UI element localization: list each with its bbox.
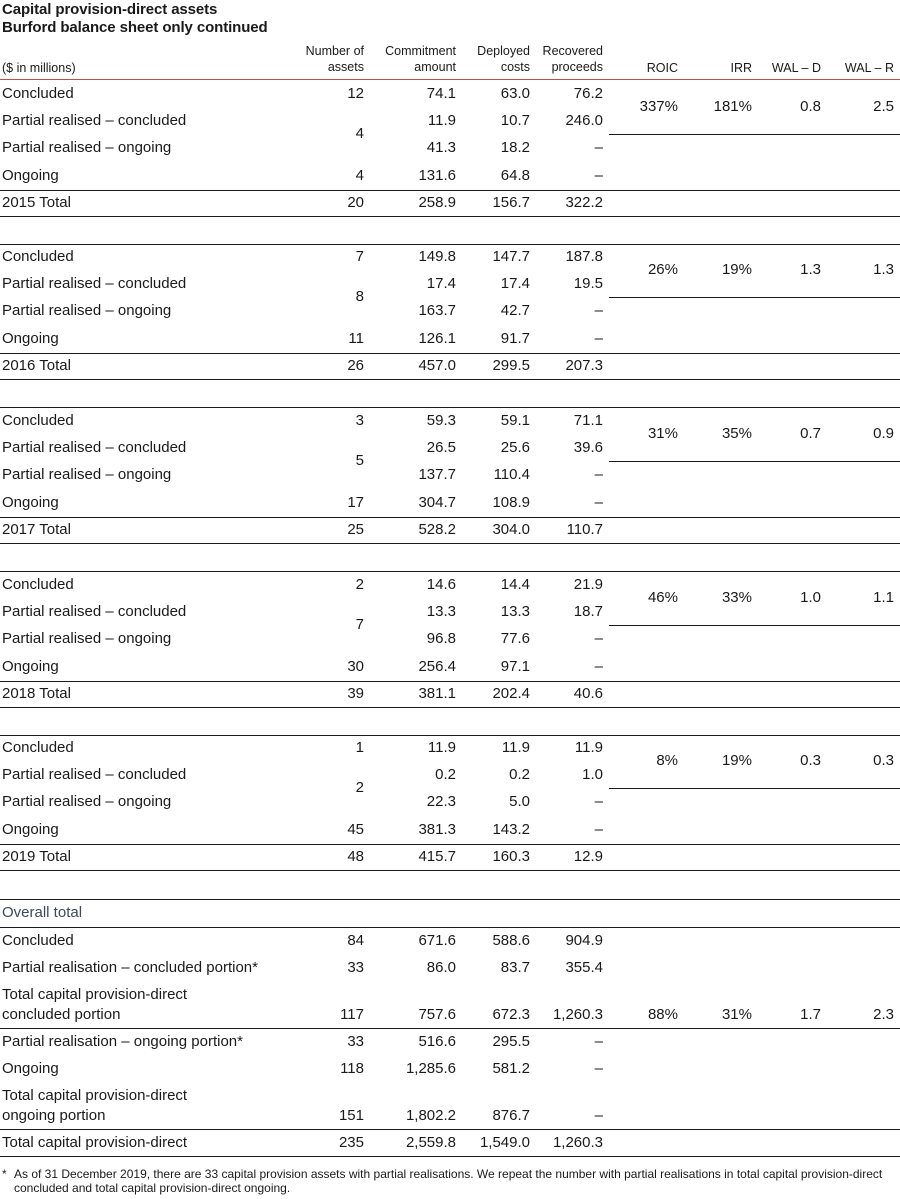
metrics-rule-line xyxy=(609,134,900,135)
cell-deployed: 83.7 xyxy=(500,959,530,976)
total-top-rule xyxy=(0,844,900,845)
cell-recovered: 19.5 xyxy=(573,275,603,292)
cell-commitment: 415.7 xyxy=(418,848,456,865)
cell-recovered: – xyxy=(594,494,603,511)
cell-commitment: 0.2 xyxy=(435,766,456,783)
total-row-label: 2015 Total xyxy=(2,194,71,211)
cell-wal-d: 1.0 xyxy=(800,589,821,606)
cell-num-assets: 26 xyxy=(347,357,364,374)
cell-num-assets: 45 xyxy=(347,821,364,838)
cell-num-assets-partial: 2 xyxy=(355,779,364,796)
header-deployed: Deployed xyxy=(477,44,530,58)
row-label: Concluded xyxy=(2,932,74,949)
row-label: Partial realised – concluded xyxy=(2,603,187,620)
row-label: concluded portion xyxy=(2,1006,121,1023)
cell-num-assets-partial: 5 xyxy=(355,452,364,469)
header-rule xyxy=(0,79,900,80)
cell-num-assets: 151 xyxy=(338,1107,364,1124)
row-label: Partial realisation – concluded portion* xyxy=(2,959,258,976)
header-num-assets: Number of xyxy=(305,44,364,58)
row-label: ongoing portion xyxy=(2,1107,106,1124)
cell-commitment: 671.6 xyxy=(418,932,456,949)
cell-roic: 46% xyxy=(647,589,678,606)
total-top-rule xyxy=(0,190,900,191)
total-top-rule xyxy=(0,517,900,518)
row-label: Partial realised – ongoing xyxy=(2,630,172,647)
cell-num-assets: 3 xyxy=(355,412,364,429)
row-label: Concluded xyxy=(2,412,74,429)
row-label: Partial realised – concluded xyxy=(2,439,187,456)
row-label: Concluded xyxy=(2,739,74,756)
footnote-marker: * xyxy=(2,1167,7,1181)
cell-num-assets-partial: 4 xyxy=(355,125,364,142)
header-commitment: amount xyxy=(414,60,456,74)
cell-recovered: – xyxy=(594,330,603,347)
cell-num-assets: 25 xyxy=(347,521,364,538)
cell-recovered: 207.3 xyxy=(565,357,603,374)
row-label: Concluded xyxy=(2,576,74,593)
cell-deployed: 13.3 xyxy=(500,603,530,620)
footnote xyxy=(2,1167,892,1195)
rule-line xyxy=(0,1129,900,1130)
cell-wal-d: 1.3 xyxy=(800,261,821,278)
cell-commitment: 11.9 xyxy=(427,739,456,756)
cell-num-assets-partial: 7 xyxy=(355,616,364,633)
rule-line xyxy=(0,1156,900,1157)
cell-recovered: – xyxy=(594,1107,603,1124)
cell-wal-d: 0.7 xyxy=(800,425,821,442)
row-label: Partial realised – ongoing xyxy=(2,466,172,483)
row-label: Partial realised – ongoing xyxy=(2,793,172,810)
row-label: Ongoing xyxy=(2,494,59,511)
block-top-rule xyxy=(0,735,900,736)
cell-recovered: – xyxy=(594,167,603,184)
cell-num-assets: 118 xyxy=(340,1060,364,1077)
block-top-rule xyxy=(0,899,900,900)
cell-recovered: 904.9 xyxy=(565,932,603,949)
cell-num-assets: 17 xyxy=(347,494,364,511)
cell-deployed: 581.2 xyxy=(492,1060,530,1077)
cell-deployed: 156.7 xyxy=(492,194,530,211)
cell-wal-r: 0.9 xyxy=(873,425,894,442)
cell-deployed: 160.3 xyxy=(492,848,530,865)
block-top-rule xyxy=(0,571,900,572)
cell-irr: 35% xyxy=(721,425,752,442)
cell-recovered: 21.9 xyxy=(573,576,603,593)
header-recovered: proceeds xyxy=(551,60,603,74)
cell-wal-d: 0.3 xyxy=(800,752,821,769)
cell-recovered: – xyxy=(594,466,603,483)
metrics-rule-line xyxy=(609,625,900,626)
cell-wal-r: 0.3 xyxy=(873,752,894,769)
page-subtitle: Burford balance sheet only continued xyxy=(2,19,268,36)
total-row-label: 2018 Total xyxy=(2,685,71,702)
cell-num-assets: 7 xyxy=(355,248,364,265)
cell-deployed: 18.2 xyxy=(500,139,530,156)
cell-commitment: 96.8 xyxy=(426,630,456,647)
row-label: Partial realised – concluded xyxy=(2,112,187,129)
cell-commitment: 13.3 xyxy=(426,603,456,620)
cell-num-assets: 12 xyxy=(347,85,364,102)
cell-num-assets: 33 xyxy=(347,1033,364,1050)
row-label: Partial realised – ongoing xyxy=(2,302,172,319)
cell-commitment: 381.1 xyxy=(418,685,456,702)
cell-wal-r: 2.3 xyxy=(873,1006,894,1023)
cell-commitment: 256.4 xyxy=(418,658,456,675)
cell-commitment: 1,802.2 xyxy=(405,1107,456,1124)
cell-wal-r: 2.5 xyxy=(873,98,894,115)
cell-recovered: – xyxy=(594,658,603,675)
cell-commitment: 258.9 xyxy=(418,194,456,211)
cell-recovered: 1,260.3 xyxy=(552,1006,603,1023)
cell-commitment: 74.1 xyxy=(426,85,456,102)
cell-deployed: 91.7 xyxy=(500,330,530,347)
rule-line xyxy=(0,1028,900,1029)
cell-deployed: 63.0 xyxy=(500,85,530,102)
cell-deployed: 108.9 xyxy=(492,494,530,511)
cell-commitment: 126.1 xyxy=(418,330,456,347)
cell-deployed: 304.0 xyxy=(492,521,530,538)
total-bottom-rule xyxy=(0,870,900,871)
cell-num-assets: 2 xyxy=(355,576,364,593)
header-irr: IRR xyxy=(730,61,752,75)
total-bottom-rule xyxy=(0,543,900,544)
total-bottom-rule xyxy=(0,379,900,380)
cell-deployed: 110.4 xyxy=(493,466,530,483)
cell-deployed: 299.5 xyxy=(492,357,530,374)
cell-irr: 181% xyxy=(713,98,752,115)
cell-recovered: 18.7 xyxy=(573,603,603,620)
cell-roic: 337% xyxy=(639,98,678,115)
cell-deployed: 25.6 xyxy=(500,439,530,456)
cell-recovered: – xyxy=(594,1033,603,1050)
units-label: ($ in millions) xyxy=(2,61,76,75)
cell-roic: 26% xyxy=(647,261,678,278)
cell-commitment: 22.3 xyxy=(426,793,456,810)
header-wal-r: WAL – R xyxy=(844,61,894,75)
cell-roic: 31% xyxy=(647,425,678,442)
metrics-rule-line xyxy=(609,461,900,462)
cell-num-assets: 39 xyxy=(347,685,364,702)
cell-commitment: 2,559.8 xyxy=(405,1134,456,1151)
row-label: Concluded xyxy=(2,248,74,265)
header-deployed: costs xyxy=(500,60,530,74)
cell-commitment: 757.6 xyxy=(418,1006,456,1023)
total-bottom-rule xyxy=(0,216,900,217)
cell-num-assets: 84 xyxy=(347,932,364,949)
cell-deployed: 5.0 xyxy=(509,793,530,810)
cell-commitment: 26.5 xyxy=(426,439,456,456)
cell-num-assets: 235 xyxy=(338,1134,364,1151)
metrics-rule-line xyxy=(609,788,900,789)
block-top-rule xyxy=(0,407,900,408)
cell-deployed: 14.4 xyxy=(500,576,530,593)
cell-recovered: 11.9 xyxy=(574,739,603,756)
cell-recovered: – xyxy=(594,821,603,838)
rule-line xyxy=(0,927,900,928)
header-commitment: Commitment xyxy=(385,44,456,58)
cell-recovered: – xyxy=(594,1060,603,1077)
row-label: Ongoing xyxy=(2,821,59,838)
cell-deployed: 64.8 xyxy=(500,167,530,184)
row-label: Partial realisation – ongoing portion* xyxy=(2,1033,243,1050)
cell-wal-r: 1.1 xyxy=(873,589,894,606)
cell-roic: 8% xyxy=(656,752,678,769)
cell-recovered: 322.2 xyxy=(565,194,603,211)
cell-deployed: 59.1 xyxy=(500,412,530,429)
cell-recovered: 76.2 xyxy=(573,85,603,102)
row-label: Total capital provision-direct xyxy=(2,1134,188,1151)
cell-deployed: 10.7 xyxy=(500,112,530,129)
cell-commitment: 14.6 xyxy=(426,576,456,593)
cell-wal-d: 1.7 xyxy=(800,1006,821,1023)
cell-commitment: 59.3 xyxy=(426,412,456,429)
cell-commitment: 528.2 xyxy=(418,521,456,538)
cell-num-assets: 1 xyxy=(355,739,364,756)
cell-recovered: – xyxy=(594,302,603,319)
cell-num-assets: 117 xyxy=(340,1006,364,1023)
cell-commitment: 86.0 xyxy=(426,959,456,976)
header-recovered: Recovered xyxy=(542,44,603,58)
overall-heading: Overall total xyxy=(2,904,83,921)
cell-commitment: 304.7 xyxy=(418,494,456,511)
cell-num-assets: 33 xyxy=(347,959,364,976)
row-label: Ongoing xyxy=(2,330,59,347)
cell-deployed: 672.3 xyxy=(492,1006,530,1023)
cell-recovered: – xyxy=(594,793,603,810)
total-row-label: 2016 Total xyxy=(2,357,71,374)
cell-deployed: 295.5 xyxy=(492,1033,530,1050)
cell-deployed: 876.7 xyxy=(492,1107,530,1124)
row-label: Ongoing xyxy=(2,167,59,184)
cell-num-assets: 4 xyxy=(355,167,364,184)
cell-deployed: 202.4 xyxy=(492,685,530,702)
cell-irr: 33% xyxy=(721,589,752,606)
cell-roic: 88% xyxy=(647,1006,678,1023)
cell-num-assets: 11 xyxy=(348,330,364,347)
cell-deployed: 1,549.0 xyxy=(479,1134,530,1151)
cell-deployed: 0.2 xyxy=(509,766,530,783)
cell-commitment: 11.9 xyxy=(427,112,456,129)
metrics-rule-line xyxy=(609,297,900,298)
cell-recovered: 1.0 xyxy=(582,766,603,783)
cell-deployed: 147.7 xyxy=(492,248,530,265)
row-label: Total capital provision-direct xyxy=(2,1087,188,1104)
cell-recovered: 1,260.3 xyxy=(552,1134,603,1151)
cell-deployed: 17.4 xyxy=(500,275,530,292)
cell-recovered: – xyxy=(594,630,603,647)
total-top-rule xyxy=(0,353,900,354)
row-label: Ongoing xyxy=(2,1060,59,1077)
cell-irr: 19% xyxy=(721,752,752,769)
footnote-text: As of 31 December 2019, there are 33 capital provision assets with partial realisations. We repeat the number with partial realisations in total capital provision-direct concluded and total capital provision-direct ongoing. xyxy=(14,1167,883,1195)
header-num-assets: assets xyxy=(327,60,364,74)
cell-deployed: 588.6 xyxy=(492,932,530,949)
total-row-label: 2017 Total xyxy=(2,521,71,538)
header-wal-d: WAL – D xyxy=(771,61,821,75)
row-label: Partial realised – concluded xyxy=(2,766,187,783)
header-roic: ROIC xyxy=(646,61,678,75)
cell-recovered: 39.6 xyxy=(573,439,603,456)
row-label: Concluded xyxy=(2,85,74,102)
cell-commitment: 131.6 xyxy=(418,167,456,184)
cell-commitment: 41.3 xyxy=(426,139,456,156)
cell-wal-d: 0.8 xyxy=(800,98,821,115)
cell-commitment: 137.7 xyxy=(418,466,456,483)
cell-commitment: 149.8 xyxy=(418,248,456,265)
cell-recovered: 12.9 xyxy=(573,848,603,865)
cell-recovered: 355.4 xyxy=(565,959,603,976)
cell-commitment: 381.3 xyxy=(418,821,456,838)
row-label: Partial realised – ongoing xyxy=(2,139,172,156)
cell-commitment: 457.0 xyxy=(418,357,456,374)
cell-irr: 19% xyxy=(721,261,752,278)
cell-deployed: 97.1 xyxy=(500,658,530,675)
cell-deployed: 77.6 xyxy=(500,630,530,647)
total-row-label: 2019 Total xyxy=(2,848,71,865)
cell-num-assets-partial: 8 xyxy=(355,288,364,305)
cell-num-assets: 30 xyxy=(347,658,364,675)
cell-recovered: 71.1 xyxy=(573,412,603,429)
cell-commitment: 1,285.6 xyxy=(405,1060,456,1077)
row-label: Ongoing xyxy=(2,658,59,675)
cell-deployed: 11.9 xyxy=(501,739,530,756)
cell-commitment: 516.6 xyxy=(418,1033,456,1050)
cell-wal-r: 1.3 xyxy=(873,261,894,278)
cell-recovered: 246.0 xyxy=(565,112,603,129)
total-bottom-rule xyxy=(0,707,900,708)
cell-recovered: – xyxy=(594,139,603,156)
cell-num-assets: 48 xyxy=(347,848,364,865)
page-title: Capital provision-direct assets xyxy=(2,1,218,18)
cell-recovered: 187.8 xyxy=(565,248,603,265)
block-top-rule xyxy=(0,244,900,245)
cell-commitment: 163.7 xyxy=(418,302,456,319)
cell-deployed: 42.7 xyxy=(500,302,530,319)
cell-deployed: 143.2 xyxy=(492,821,530,838)
row-label: Partial realised – concluded xyxy=(2,275,187,292)
cell-num-assets: 20 xyxy=(347,194,364,211)
cell-recovered: 40.6 xyxy=(573,685,603,702)
cell-commitment: 17.4 xyxy=(426,275,456,292)
total-top-rule xyxy=(0,681,900,682)
cell-irr: 31% xyxy=(721,1006,752,1023)
row-label: Total capital provision-direct xyxy=(2,986,188,1003)
cell-recovered: 110.7 xyxy=(566,521,603,538)
